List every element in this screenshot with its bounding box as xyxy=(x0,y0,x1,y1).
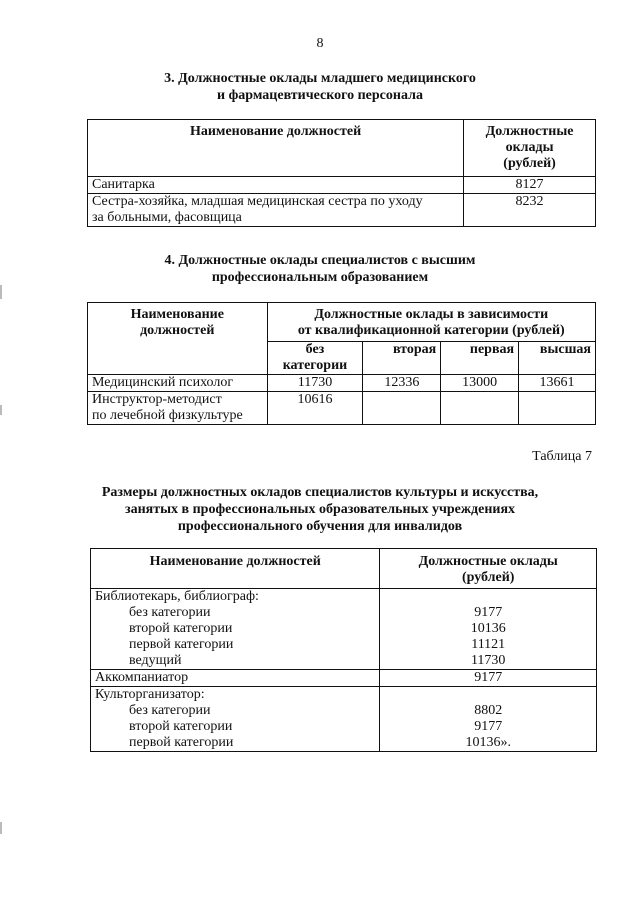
cell-first: 13000 xyxy=(441,375,519,392)
table7-title-line2: занятых в профессиональных образовательных учреждениях xyxy=(124,502,516,517)
group-title: Аккомпаниатор xyxy=(91,670,380,687)
table7-title-line1: Размеры должностных окладов специалистов культуры и искусства, xyxy=(101,485,539,500)
scan-mark xyxy=(0,285,2,299)
item-label: ведущий xyxy=(91,653,380,670)
cell-highest xyxy=(519,392,596,425)
junior-staff-salary-table xyxy=(87,119,596,227)
cell-second xyxy=(363,392,441,425)
table7-caption: Таблица 7 xyxy=(532,449,592,464)
table-row xyxy=(91,637,597,653)
header-name: Наименование должностей xyxy=(88,120,464,177)
header-name: Наименование должностей xyxy=(88,303,268,375)
header-second: вторая xyxy=(363,342,441,375)
row-salary: 8127 xyxy=(464,177,596,194)
table-row xyxy=(91,719,597,735)
cell-no-category: 11730 xyxy=(267,375,363,392)
table-row xyxy=(91,735,597,752)
item-value: 9177 xyxy=(380,670,597,687)
item-value: 10136 xyxy=(380,621,597,637)
scan-mark xyxy=(0,405,2,415)
header-name: Наименование должностей xyxy=(91,549,380,589)
row-salary: 8232 xyxy=(464,194,596,227)
row-name: Инструктор-методист по лечебной физкультуре xyxy=(88,392,268,425)
section4-title-line1: 4. Должностные оклады специалистов с высшим xyxy=(164,253,476,268)
item-label: первой категории xyxy=(91,735,380,752)
header-highest: высшая xyxy=(519,342,596,375)
row-name: Санитарка xyxy=(88,177,464,194)
table-header-row xyxy=(91,549,597,589)
table-row xyxy=(88,177,596,194)
table-row xyxy=(88,392,596,425)
table-header-row xyxy=(88,120,596,177)
row-name: Сестра-хозяйка, младшая медицинская сестра по уходу за больными, фасовщица xyxy=(88,194,464,227)
table-row xyxy=(91,687,597,704)
scan-mark xyxy=(0,822,2,834)
table-row xyxy=(91,703,597,719)
header-no-category: без категории xyxy=(267,342,363,375)
item-label: без категории xyxy=(91,605,380,621)
row-name: Медицинский психолог xyxy=(88,375,268,392)
table7-title-line3: профессионального обучения для инвалидов xyxy=(177,519,463,534)
section4-title-line2: профессиональным образованием xyxy=(211,270,429,285)
item-label: второй категории xyxy=(91,621,380,637)
cell-first xyxy=(441,392,519,425)
table-header-row xyxy=(88,303,596,342)
culture-specialist-salary-table xyxy=(90,548,597,752)
item-label: без категории xyxy=(91,703,380,719)
cell-no-category: 10616 xyxy=(267,392,363,425)
table7-heading xyxy=(0,484,640,535)
item-value: 10136». xyxy=(380,735,597,752)
table-row xyxy=(91,621,597,637)
section3-title-line2: и фармацевтического персонала xyxy=(217,88,423,103)
section3-title-line1: 3. Должностные оклады младшего медицинского xyxy=(164,71,476,86)
specialist-salary-table xyxy=(87,302,596,425)
item-value: 9177 xyxy=(380,719,597,735)
item-label: первой категории xyxy=(91,637,380,653)
section3-heading xyxy=(0,70,640,104)
table-row xyxy=(91,589,597,606)
table-row xyxy=(91,653,597,670)
item-value: 11730 xyxy=(380,653,597,670)
table-row xyxy=(91,605,597,621)
header-first: первая xyxy=(441,342,519,375)
header-salary-group: Должностные оклады в зависимости от квалификационной категории (рублей) xyxy=(267,303,595,342)
section4-heading xyxy=(0,252,640,286)
table-row xyxy=(91,670,597,687)
page-number: 8 xyxy=(316,36,324,51)
cell-second: 12336 xyxy=(363,375,441,392)
item-value: 9177 xyxy=(380,605,597,621)
item-value: 11121 xyxy=(380,637,597,653)
item-label: второй категории xyxy=(91,719,380,735)
table-row xyxy=(88,375,596,392)
group-title: Библиотекарь, библиограф: xyxy=(91,589,380,606)
table-row xyxy=(88,194,596,227)
header-salary: Должностные оклады (рублей) xyxy=(464,120,596,177)
item-value: 8802 xyxy=(380,703,597,719)
header-salary: Должностные оклады (рублей) xyxy=(380,549,597,589)
cell-highest: 13661 xyxy=(519,375,596,392)
group-title: Культорганизатор: xyxy=(91,687,380,704)
